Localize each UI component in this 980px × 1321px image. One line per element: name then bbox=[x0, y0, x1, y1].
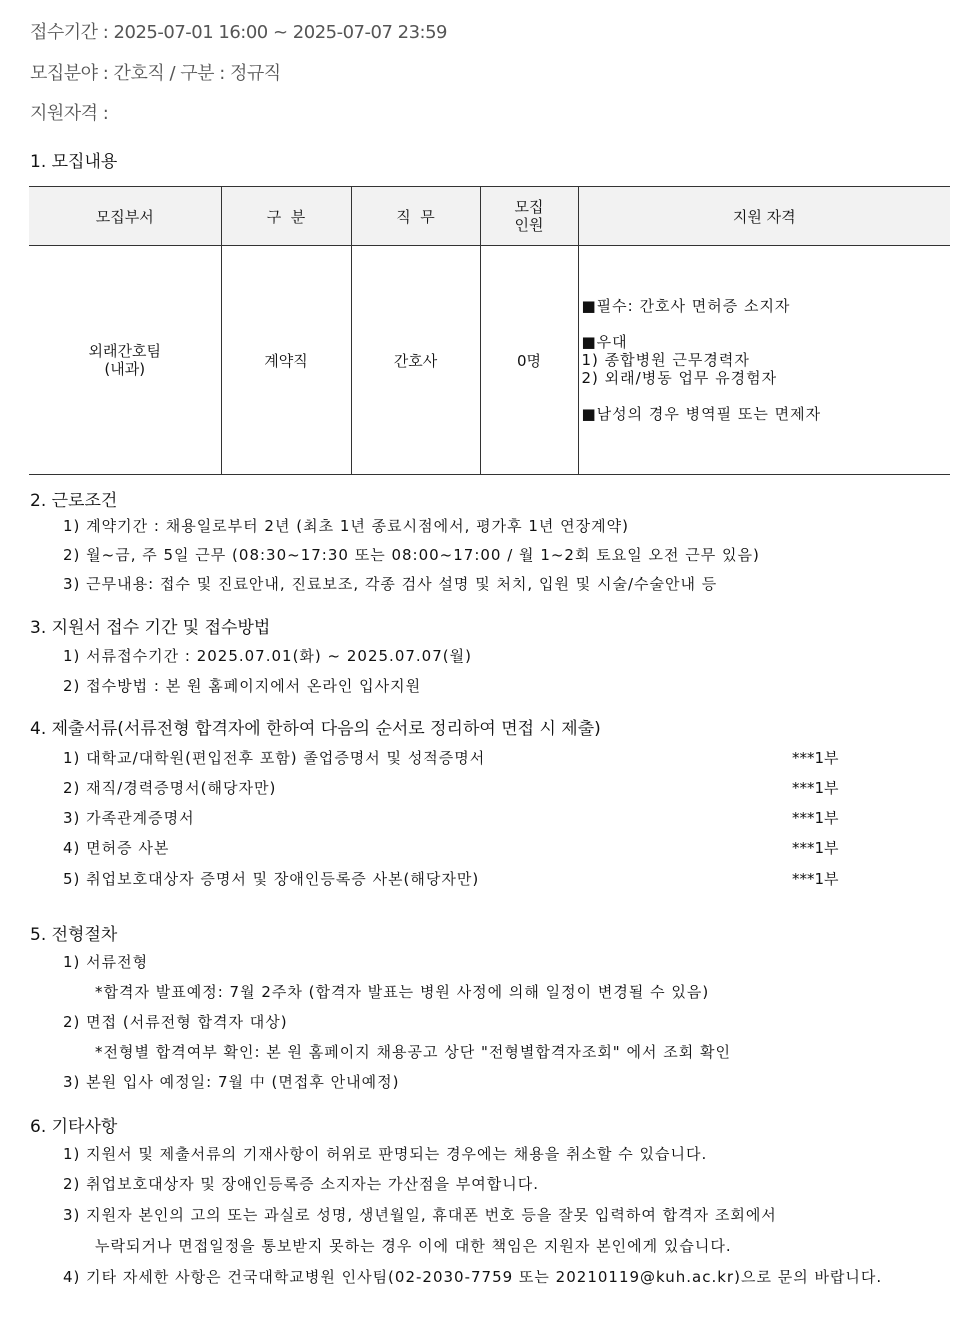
header-count-line1: 모집 bbox=[514, 198, 544, 216]
apply-item: 2) 접수방법 : 본 원 홈페이지에서 온라인 입사지원 bbox=[63, 677, 422, 695]
process-item: 2) 면접 (서류전형 합격자 대상) bbox=[63, 1013, 288, 1031]
doc-item: 4) 면허증 사본 bbox=[63, 839, 170, 857]
qual-preferred-2: 2) 외래/병동 업무 유경험자 bbox=[581, 369, 778, 387]
qual-military: ■남성의 경우 병역필 또는 면제자 bbox=[581, 405, 822, 423]
header-count bbox=[480, 187, 578, 246]
work-item: 3) 근무내용: 접수 및 진료안내, 진료보조, 각종 검사 설명 및 처치, 입원 및 시술/수술안내 등 bbox=[63, 575, 718, 593]
process-item: 1) 서류전형 bbox=[63, 953, 149, 971]
cell-job: 간호사 bbox=[351, 246, 480, 475]
header-count-line2: 인원 bbox=[514, 216, 544, 234]
dept-line1: 외래간호팀 bbox=[88, 342, 161, 360]
etc-item: 1) 지원서 및 제출서류의 기재사항이 허위로 판명되는 경우에는 채용을 취소할 수 있습니다. bbox=[63, 1145, 708, 1163]
header-type: 구 분 bbox=[221, 187, 351, 246]
process-item: 3) 본원 입사 예정일: 7월 中 (면접후 안내예정) bbox=[63, 1073, 400, 1091]
cell-type: 계약직 bbox=[221, 246, 351, 475]
section-etc-heading: 6. 기타사항 bbox=[30, 1117, 118, 1137]
qualification-text: 지원자격 : bbox=[30, 103, 109, 124]
period-text: 접수기간 : 2025-07-01 16:00 ~ 2025-07-07 23:59 bbox=[30, 22, 447, 43]
doc-item: 3) 가족관계증명서 bbox=[63, 809, 195, 827]
doc-qty: ***1부 bbox=[792, 779, 839, 797]
work-item: 1) 계약기간 : 채용일로부터 2년 (최초 1년 종료시점에서, 평가후 1년 연장계약) bbox=[63, 517, 629, 535]
header-qual: 지원 자격 bbox=[578, 187, 950, 246]
doc-qty: ***1부 bbox=[792, 870, 839, 888]
qual-required: ■필수: 간호사 면허증 소지자 bbox=[581, 297, 791, 315]
section-recruitment-heading: 1. 모집내용 bbox=[30, 152, 118, 172]
qual-preferred: ■우대 bbox=[581, 333, 628, 351]
qual-preferred-1: 1) 종합병원 근무경력자 bbox=[581, 351, 750, 369]
etc-item: 3) 지원자 본인의 고의 또는 과실로 성명, 생년월일, 휴대폰 번호 등을 잘못 입력하여 합격자 조회에서 bbox=[63, 1206, 777, 1224]
doc-qty: ***1부 bbox=[792, 809, 839, 827]
cell-dept bbox=[29, 246, 221, 475]
work-item: 2) 월~금, 주 5일 근무 (08:30~17:30 또는 08:00~17:00 / 월 1~2회 토요일 오전 근무 있음) bbox=[63, 546, 760, 564]
etc-item: 2) 취업보호대상자 및 장애인등록증 소지자는 가산점을 부여합니다. bbox=[63, 1175, 540, 1193]
header-job: 직 무 bbox=[351, 187, 480, 246]
table-header-row bbox=[29, 187, 950, 246]
apply-item: 1) 서류접수기간 : 2025.07.01(화) ~ 2025.07.07(월) bbox=[63, 647, 472, 665]
doc-item: 2) 재직/경력증명서(해당자만) bbox=[63, 779, 277, 797]
cell-count: 0명 bbox=[480, 246, 578, 475]
doc-item: 1) 대학교/대학원(편입전후 포함) 졸업증명서 및 성적증명서 bbox=[63, 749, 486, 767]
etc-item: 4) 기타 자세한 사항은 건국대학교병원 인사팀(02-2030-7759 또는 20210119@kuh.ac.kr)으로 문의 바랍니다. bbox=[63, 1268, 883, 1286]
section-docs-heading: 4. 제출서류(서류전형 합격자에 한하여 다음의 순서로 정리하여 면접 시 제출) bbox=[30, 719, 601, 739]
cell-qual bbox=[578, 246, 950, 475]
process-note: *전형별 합격여부 확인: 본 원 홈페이지 채용공고 상단 "전형별합격자조회" 에서 조회 확인 bbox=[95, 1043, 731, 1061]
recruitment-table bbox=[29, 186, 950, 475]
dept-line2: (내과) bbox=[104, 360, 146, 378]
section-process-heading: 5. 전형절차 bbox=[30, 925, 118, 945]
doc-qty: ***1부 bbox=[792, 839, 839, 857]
table-row bbox=[29, 246, 950, 475]
field-text: 모집분야 : 간호직 / 구분 : 정규직 bbox=[30, 63, 281, 84]
process-note: *합격자 발표예정: 7월 2주차 (합격자 발표는 병원 사정에 의해 일정이 변경될 수 있음) bbox=[95, 983, 710, 1001]
doc-item: 5) 취업보호대상자 증명서 및 장애인등록증 사본(해당자만) bbox=[63, 870, 480, 888]
doc-qty: ***1부 bbox=[792, 749, 839, 767]
section-apply-heading: 3. 지원서 접수 기간 및 접수방법 bbox=[30, 618, 271, 638]
header-dept: 모집부서 bbox=[29, 187, 221, 246]
etc-item-continued: 누락되거나 면접일정을 통보받지 못하는 경우 이에 대한 책임은 지원자 본인에게 있습니다. bbox=[95, 1237, 732, 1255]
section-work-heading: 2. 근로조건 bbox=[30, 491, 118, 511]
